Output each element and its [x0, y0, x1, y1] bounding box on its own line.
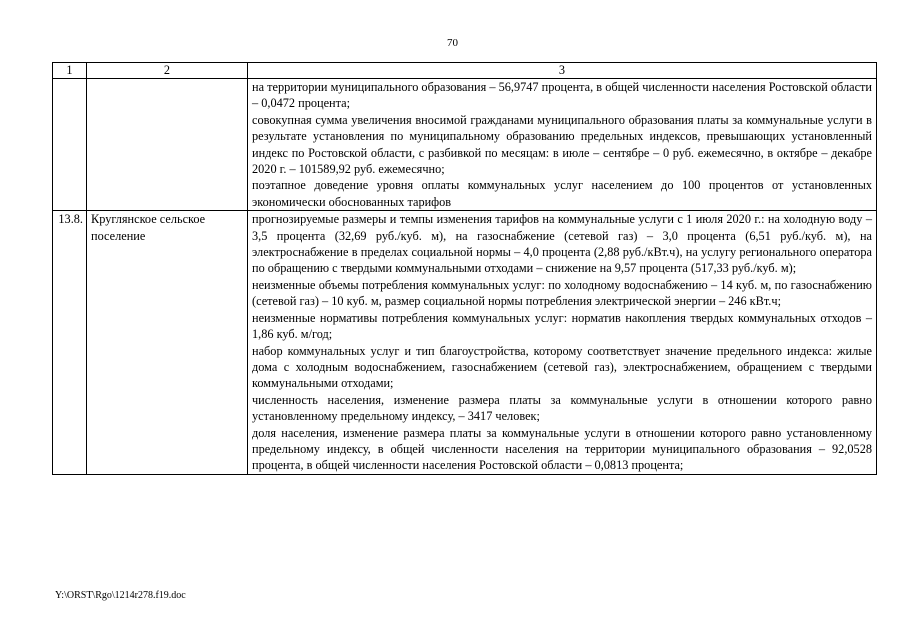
file-path-footer: Y:\ORST\Rgo\1214r278.f19.doc — [55, 590, 186, 601]
content-paragraph: поэтапное доведение уровня оплаты коммунальных услуг населением до 100 процентов от установленных экономически обоснованных тарифов — [252, 178, 872, 209]
content-paragraph: набор коммунальных услуг и тип благоустройства, которому соответствует значение предельного индекса: жилые дома с холодным водоснабжением, газоснабжением (сетевой газ), электроснабжением, обращением с твердыми коммунальными отходами; — [252, 343, 872, 391]
table-row — [53, 211, 877, 475]
content-cell — [248, 211, 877, 475]
content-paragraph: численность населения, изменение размера платы за коммунальные услуги в отношении которого равно установленному предельному индексу, – 3417 человек; — [252, 392, 872, 424]
content-paragraph: совокупная сумма увеличения вносимой гражданами муниципального образования платы за коммунальные услуги в результате установления по муниципальному образованию предельных индексов, превышающих установленный индекс по Ростовской области, с разбивкой по месяцам: в июле – сентябре – 0 руб. ежемесячно, в октябре – декабре 2020 г. – 101589,92 руб. ежемесячно; — [252, 112, 872, 177]
row-number-cell: 13.8. — [53, 211, 87, 475]
municipality-name-cell — [87, 79, 248, 211]
content-paragraph: неизменные объемы потребления коммунальных услуг: по холодному водоснабжению – 14 куб. м, по газоснабжению (сетевой газ) – 10 куб. м, размер социальной нормы потребления электрической энергии – 246 кВт.ч; — [252, 277, 872, 309]
data-table — [52, 62, 877, 475]
page-number: 70 — [447, 37, 458, 49]
content-paragraph: прогнозируемые размеры и темпы изменения тарифов на коммунальные услуги с 1 июля 2020 г.: на холодную воду – 3,5 процента (32,69 руб./куб. м), на газоснабжение (сетевой газ) – 3,0 процента (6,51 руб./куб. м), на электроснабжение в пределах социальной нормы – 4,0 процента (2,88 руб./кВт.ч), на услугу регионального оператора по обращению с твердыми коммунальными отходами – снижение на 9,57 процента (517,33 руб./куб. м); — [252, 212, 872, 276]
table-header-row — [53, 63, 877, 79]
content-paragraph: неизменные нормативы потребления коммунальных услуг: норматив накопления твердых коммунальных отходов – 1,86 куб. м/год; — [252, 310, 872, 342]
row-number-cell — [53, 79, 87, 211]
column-header-2: 2 — [87, 63, 248, 79]
content-cell — [248, 79, 877, 211]
column-header-3: 3 — [248, 63, 877, 79]
municipality-name-cell: Круглянское сельское поселение — [87, 211, 248, 475]
content-paragraph: на территории муниципального образования – 56,9747 процента, в общей численности населения Ростовской области – 0,0472 процента; — [252, 80, 872, 111]
content-paragraph: доля населения, изменение размера платы за коммунальные услуги в отношении которого равно установленному предельному индексу, в общей численности населения на территории муниципального образования – 92,0528 процента, в общей численности населения Ростовской области – 0,0813 процента; — [252, 425, 872, 473]
table-row — [53, 79, 877, 211]
column-header-1: 1 — [53, 63, 87, 79]
